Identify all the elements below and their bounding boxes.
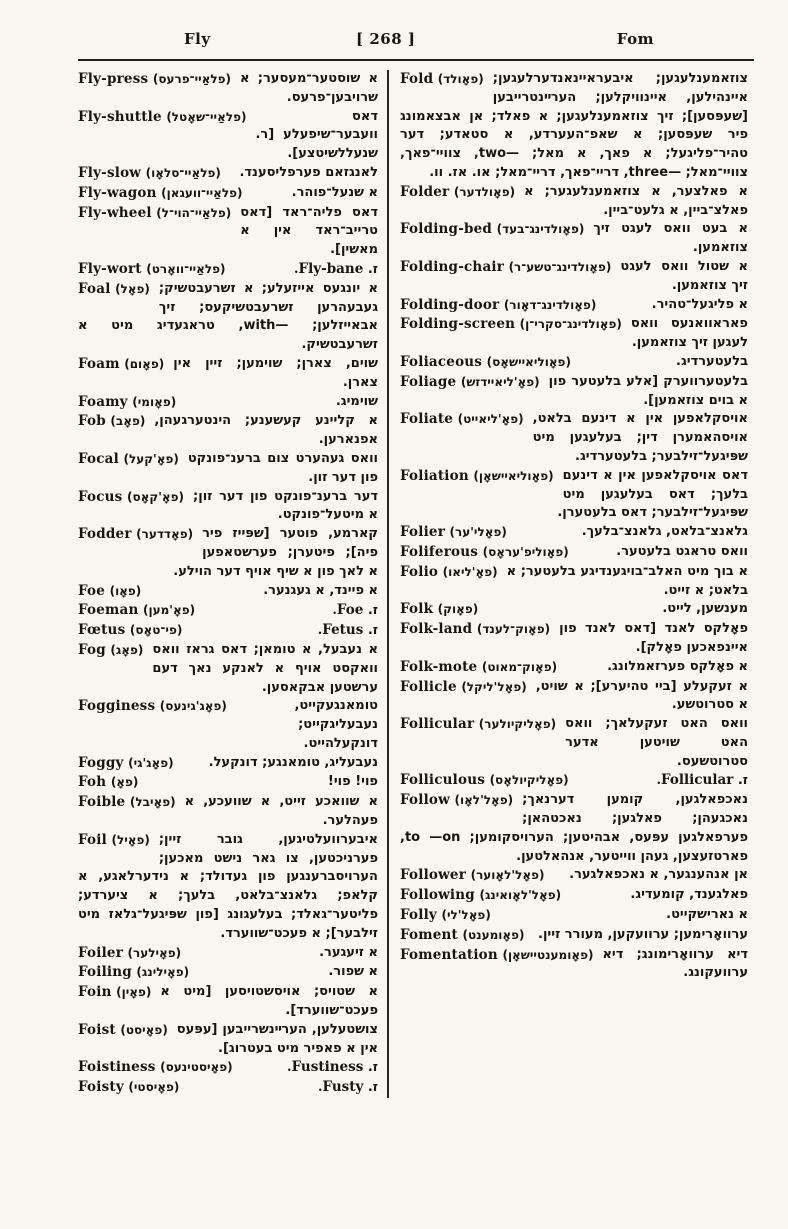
headword-text: Fold [400,71,434,87]
entry-headword [400,220,584,240]
dictionary-entry [400,70,748,183]
headword-transliteration: (פאָולדינג־בעד) [496,222,585,237]
entry-headword [78,450,179,470]
headword-text: Foliate [400,411,454,428]
header-guide-word-left: Fly [184,30,211,48]
headword-text: Folly [400,907,437,924]
entry-definition: גלאנצ־בלאט, גלאנצ־בלעך. [581,524,748,540]
entry-headword [400,543,569,563]
dictionary-entry: Foisty (פאָיסטי) ז. Fusty. [78,1078,378,1098]
dictionary-entry: Fœtus (פי־טאָס) ז. Fetus. [78,621,378,641]
headword-transliteration: (פאָלי'ער) [449,525,507,540]
headword-transliteration: (פלאַיי־הוי־ל) [156,205,232,220]
headword-text: Fogginess [78,698,156,715]
dictionary-entry [400,523,748,543]
headword-transliteration: (פאָיסטי) [128,1080,180,1095]
entry-definition: א קליינע קעשענע; הינטערגעהן, אפנארען. [154,413,378,448]
headword-text: Foiling [78,964,132,981]
dictionary-entry [78,204,378,260]
cross-reference: Fetus [322,622,364,639]
headword-text: Foliaceous [400,353,483,370]
entry-headword [400,791,513,811]
entry-headword [400,523,507,543]
entry-definition: א זעקעלע [ביי טהיערע]; א שויט, א סטרוטשע. [535,678,748,713]
headword-text: Fly-press [78,71,149,87]
entry-definition: בלעטערדיג. [676,353,748,369]
headword-transliteration: (פלאַיי־וואָרט) [146,261,226,276]
entry-headword [400,70,484,90]
dictionary-entry [78,697,378,753]
headword-transliteration: (פאָולדינג־דאָור) [503,297,597,312]
headword-transliteration: (פאָילער) [127,945,182,960]
entry-headword [400,563,498,583]
dictionary-entry [78,164,378,184]
cross-reference: Fusty [322,1079,364,1096]
entry-headword [400,926,525,946]
headword-transliteration: (פאָו) [109,583,142,598]
dictionary-entry [400,467,748,523]
headword-text: Fœtus [78,622,126,639]
headword-text: Follow [400,792,450,809]
entry-definition: נאכפאלגען, קומען דערנאך; נאכגעהן; פאלגען; נאכטהאן; פערפאלגען עפּעס, אבהיטען; הערויסקומען; to —on, פארטזעצען, געהן ווייטער, אנהאלטען. [400,792,749,864]
headword-transliteration: (פאָ) [110,775,139,790]
entry-definition: שוימיג. [335,393,378,409]
headword-text: Fomentation [400,946,498,963]
headword-transliteration: (פאָל'לאָואינג) [479,888,562,903]
headword-transliteration: (פאָולדער) [453,184,516,199]
headword-transliteration: (פאָג) [110,642,144,657]
headword-text: Foeman [78,602,139,619]
headword-text: Foe [78,582,106,599]
headword-transliteration: (פאָוק־לענד) [476,622,551,637]
entry-headword [400,658,557,678]
headword-text: Folding-bed [400,221,493,238]
dictionary-entry [78,525,378,581]
page-header [78,30,754,56]
headword-text: Follower [400,867,467,884]
headword-transliteration: (פאָ'קאָס) [127,489,185,504]
dictionary-entry [78,488,378,526]
headword-text: Foiler [78,944,124,961]
dictionary-entry [78,944,378,964]
dictionary-entry [400,886,748,906]
dictionary-entry [400,220,748,258]
headword-transliteration: (פאָ'ליאיידזש) [460,374,540,389]
entry-definition: דאס פליה־ראד [דאס טרייב־ראד אין א מאשין]. [240,204,378,258]
dictionary-entry: Fly-wort (פלאַיי־וואָרט) ז. Fly-bane. [78,260,378,280]
headword-transliteration: (פאָ'ליאייט) [457,412,524,427]
headword-text: Folding-door [400,296,500,313]
headword-text: Foment [400,926,458,943]
headword-transliteration: (פאָולד) [437,72,484,86]
headword-text: Folk [400,601,434,618]
headword-text: Folliculous [400,772,486,789]
dictionary-entry [400,866,748,886]
entry-headword [78,621,182,641]
dictionary-entry [78,280,378,355]
dictionary-entry [400,410,748,466]
entry-definition: ז. [367,1080,378,1096]
entry-headword [400,600,478,620]
headword-text: Foil [78,831,107,848]
entry-definition: א נעבעל, א טומאן; דאס גראז וואס וואקסט אויף א לאנקע נאך דעם ערשטען אבקאסען. [152,641,378,695]
entry-headword [400,678,527,698]
dictionary-entry: Foeman (פאָ'מען) ז. Foe. [78,601,378,621]
dictionary-entry [78,70,378,108]
headword-transliteration: (פאָל'לאָוער) [470,868,545,883]
entry-headword [400,906,491,926]
dictionary-entry [78,393,378,413]
dictionary-entry [400,563,748,601]
headword-transliteration: (פי־טאָס) [129,623,183,638]
headword-text: Follicle [400,678,457,695]
dictionary-entry [78,184,378,204]
headword-text: Folio [400,563,439,580]
entry-definition: פוי! פוי! [327,774,378,790]
entry-definition: א פאלצער, א צוזאמענלעגער; א פאלצ־ביין, א גלעט־ביין. [524,183,748,218]
headword-transliteration: (פאָג'גי) [128,755,174,770]
entry-headword [400,866,544,886]
entry-headword [78,582,141,602]
entry-headword [78,831,150,851]
dictionary-columns [78,70,754,1098]
headword-transliteration: (פאָיסטינעס) [160,1060,233,1075]
entry-definition: ז. [367,1060,378,1076]
entry-headword [400,258,611,278]
headword-text: Foggy [78,754,124,771]
entry-definition: פאראוואנעס וואס לעגען זיך צוזאמען. [630,316,748,351]
headword-text: Foh [78,774,107,791]
headword-text: Folk-land [400,621,473,638]
dictionary-entry [78,108,378,164]
entry-headword [78,601,195,621]
header-guide-word-right: Fom [616,30,654,48]
entry-headword [78,641,143,661]
dictionary-entry [400,543,748,563]
headword-text: Foisty [78,1079,124,1096]
headword-text: Focus [78,488,123,505]
entry-definition: וואס טראגט בלעטער. [616,543,748,559]
entry-definition: צוזאמענלעגען; איבעראיינאנדערלעגען; איינהילען, איינוויקלען; הערײנטרייבען [שעפּסען]; זיך צוזאמענלעגען; א פאלד; אן אבצאמונג פיר שעפּסען; א שאפ־העערדע, א סטאדע; דער טהיר־פליגעל; א פאך, א מאל; —two, צוויי־פאך, צוויי־מאל; —three, דריי־פאך, דריי־מאל; או. אז. וו. [400,71,748,180]
entry-definition: פאָלקס לאנד [דאס לאנד פון איינפאכען פאָלק]. [559,621,748,655]
entry-headword [78,754,174,774]
entry-headword [78,525,193,545]
entry-headword [78,260,226,280]
dictionary-entry [78,1021,378,1059]
entry-definition: וואס געהערט צום ברענ־פונקט פון דער זון. [187,450,378,485]
headword-transliteration: (פלאַיי־סלאָו) [145,165,221,180]
entry-definition: טומאנגעקייט, נעבעליגקייט; דונקעלהייט. [294,698,378,751]
headword-text: Folk-mote [400,658,478,675]
headword-transliteration: (פאָומענט) [462,927,525,942]
dictionary-entry [400,906,748,926]
entry-headword [78,184,242,204]
entry-definition: א זיעגער. [319,944,378,960]
entry-definition: דיא ערוואָרימונג; דיא ערוועקונג. [602,946,748,981]
cross-reference: Fly-bane [298,260,364,277]
dictionary-entry [400,315,748,353]
headword-text: Folding-screen [400,316,516,333]
headword-text: Fog [78,641,106,658]
headword-transliteration: (פאָיסט) [120,1022,168,1037]
entry-headword [78,393,176,413]
entry-definition: א פאָלקס פערזאמלונג. [607,658,748,674]
entry-definition: נעבעליג, טומאנגע; דונקעל. [208,754,378,770]
headword-transliteration: (פאָולדינג־סקרי־ן) [519,317,622,332]
entry-headword [400,771,569,791]
entry-definition: דער ברענ־פונקט פון דער זון; א מיטעל־פונקט. [193,488,378,523]
cross-reference: Foe [336,602,364,619]
cross-reference: Follicular [661,772,734,789]
headword-text: Fly-slow [78,164,142,181]
headword-transliteration: (פאָ'קעל) [123,451,179,466]
headword-text: Fodder [78,526,132,543]
entry-headword [78,204,231,224]
headword-transliteration: (פאָל) [115,281,150,296]
dictionary-entry [78,754,378,774]
headword-transliteration: (פאָילינג) [136,965,190,980]
entry-headword [78,280,150,300]
entry-definition: דאס וועבער־שיפעלע [ר. שנעללשיטצע]. [255,108,378,162]
headword-transliteration: (פאָוק־מאוט) [481,659,558,674]
headword-text: Fly-shuttle [78,108,162,125]
headword-transliteration: (פאָ'ליאו) [442,564,498,579]
header-rule [78,59,754,61]
headword-text: Fly-wagon [78,184,157,201]
headword-transliteration: (פאָיבל) [129,795,176,810]
headword-text: Foamy [78,393,128,410]
entry-definition: א פיינד, א געגנער. [263,582,378,598]
headword-transliteration: (פאָל'לאָו) [454,793,514,808]
entry-headword [78,70,231,90]
headword-text: Foliage [400,373,457,390]
entry-headword [400,946,593,966]
entry-definition: מענשען, לייט. [662,601,748,617]
dictionary-entry: Foistiness (פאָיסטינעס) ז. Fustiness. [78,1058,378,1078]
entry-definition: איבערוועלטיגען, גובר זיין; פערניכטען, צו גאר נישט מאכען; הערויסברענגען פון געדולד; א נידערלאגע, א קלאפ; גלאנצ־בלאט, בלעך; א ציערדע; פליטער־גאלד; בעלעגונג [פון שפּיגעל־גלאז מיט זילבער]; א פעכט־שווערד. [78,831,378,941]
entry-definition: א שוואכע זייט, א שוועכע, א פעהלער. [184,794,378,829]
headword-transliteration: (פאָל'ליקל) [461,679,527,694]
headword-transliteration: (פאָוליאיישאָס) [486,354,571,369]
headword-text: Follicular [400,716,475,733]
headword-text: Folier [400,524,446,541]
headword-text: Folding-chair [400,258,505,275]
entry-definition: וואס האט זעקעלאך; וואס האט שויטען אדער סטרוטשעס. [565,716,748,769]
entry-definition: א פליגעל־טהיר. [651,296,748,312]
entry-definition: אויסקלאפען אין א דינעם בלאט, אויסהאמערן דין; בעלעגען מיט שפּיגעל־זילבער; בלעטערדיג. [532,411,748,464]
entry-headword [400,886,561,906]
headword-text: Foal [78,280,111,297]
entry-definition: קארמע, פוטער [שפּייז פיר פיה]; פיטערן; פערשטאפען א לאך פון א שיף אויף דער הוילע. [173,526,378,579]
dictionary-entry [400,183,748,221]
headword-text: Foliation [400,467,469,484]
entry-definition: ז. [367,603,378,619]
entry-headword [400,373,540,393]
left-column [78,70,378,1098]
entry-headword [400,467,554,487]
dictionary-entry [78,773,378,793]
entry-definition: לאנגזאם פערפליסענד. [239,164,378,180]
entry-headword [78,1078,179,1098]
dictionary-entry [78,963,378,983]
entry-headword [78,164,221,184]
headword-text: Folder [400,183,450,200]
headword-transliteration: (פאָליקיולאָס) [489,773,569,788]
dictionary-entry [78,793,378,831]
entry-definition: אן אנהענגער, א נאכפאלגער. [569,867,748,883]
entry-definition: ז. [367,623,378,639]
entry-definition: א יונגעס אייזעלע; א זשרעבטשיק; געבעהרען זשרעבטשיקעס; זיך אבאייזלען; —with, טראגעדיג מיט א זשרעבטשיק. [78,280,378,353]
entry-headword [78,944,181,964]
entry-headword [78,1058,233,1078]
headword-transliteration: (פאָ'מען) [143,603,196,618]
entry-definition: א שטול וואס לעגט זיך צוזאמען. [620,258,748,293]
entry-headword [78,355,164,375]
headword-transliteration: (פאָיל) [111,832,150,847]
entry-headword [400,296,596,316]
entry-definition: א שנעל־פוהר. [291,184,378,200]
dictionary-entry [78,450,378,488]
headword-transliteration: (פאָוק) [437,602,479,617]
headword-text: Focal [78,450,119,467]
dictionary-entry [78,983,378,1021]
dictionary-entry [78,831,378,944]
dictionary-entry [400,946,748,984]
headword-transliteration: (פאָדדער) [136,527,194,542]
entry-definition: א שפור. [328,964,378,980]
headword-transliteration: (פאָוליאיישאָן) [473,468,554,483]
headword-text: Fly-wort [78,260,142,277]
dictionary-entry [400,715,748,771]
headword-transliteration: (פאָולדינג־טשע־ר) [508,259,612,274]
dictionary-entry [400,353,748,373]
dictionary-entry [400,620,748,658]
entry-headword [78,108,246,128]
entry-headword [400,620,550,640]
entry-definition: א בעט וואס לעגט זיך צוזאמען. [593,221,748,256]
headword-transliteration: (פלאַיי־שאָטל) [166,109,247,124]
dictionary-entry [400,296,748,316]
headword-text: Following [400,887,475,904]
headword-text: Fly-wheel [78,204,152,221]
headword-transliteration: (פאָומי) [132,394,177,409]
dictionary-entry [78,641,378,697]
entry-definition: ערוואָרימען; ערוועקען, מעורר זיין. [538,926,748,942]
entry-definition: א שטויס; אויסשטויסען [מיט א פעכט־שווערד]. [160,984,378,1019]
dictionary-entry [78,582,378,602]
dictionary-entry [400,600,748,620]
entry-headword [78,488,184,508]
dictionary-entry [400,791,748,866]
entry-definition: ז. [737,773,748,789]
entry-definition: שוים, צארן; שוימען; זיין אין צארן. [173,355,378,390]
dictionary-entry [78,355,378,393]
entry-headword [400,715,556,735]
page-number: [ 268 ] [356,30,416,48]
cross-reference: Fustiness [291,1059,364,1076]
dictionary-entry [400,658,748,678]
entry-headword [78,412,145,432]
entry-definition: א נארישקייט. [666,907,748,923]
entry-definition: א שוסטער־מעסער; א שרויבען־פרעס. [240,71,378,105]
dictionary-entry [78,412,378,450]
headword-transliteration: (פאָין) [116,985,152,1000]
headword-text: Foam [78,355,120,372]
headword-transliteration: (פאָל'לי) [441,908,491,923]
headword-text: Foible [78,794,126,811]
headword-transliteration: (פלאַיי־פרעס) [152,72,232,86]
headword-text: Foistiness [78,1059,156,1076]
entry-headword [400,410,524,430]
dictionary-entry [400,926,748,946]
entry-definition: בלעטערווערק [אלע בלעטער פון א בוים צוזאמען]. [548,373,748,408]
dictionary-entry [400,678,748,716]
entry-headword [400,315,622,335]
headword-text: Foist [78,1021,116,1038]
entry-definition: פאלגענד, קומעדיג. [630,887,748,903]
entry-headword [78,983,151,1003]
headword-transliteration: (פאָוליפ'עראָס) [482,544,569,559]
entry-definition: דאס אויסקלאפען אין א דינעם בלעך; דאס בעלעגען מיט שפּיגעל־זילבער; דאס בלעטערן. [557,467,748,521]
dictionary-entry [400,258,748,296]
entry-definition: ז. [367,261,378,277]
headword-transliteration: (פאָב) [110,414,146,429]
headword-transliteration: (פאָומענטיישאָן) [502,947,594,962]
entry-headword [78,793,176,813]
headword-text: Foliferous [400,543,479,560]
dictionary-entry [400,373,748,411]
headword-transliteration: (פאָג'גינעס) [159,699,227,714]
entry-headword [78,1021,168,1041]
headword-text: Fob [78,413,106,430]
right-column [387,70,748,1098]
entry-definition: צושטעלען, הערײנשרייבען [עפּעס אין א פאפיר מיט בעטרוג]. [176,1021,378,1056]
entry-headword [400,183,515,203]
headword-transliteration: (פלאַיי־וועגאן) [161,185,243,200]
entry-headword [78,963,189,983]
headword-transliteration: (פאָליקיולער) [478,717,557,732]
entry-headword [78,697,227,717]
dictionary-entry: Folliculous (פאָליקיולאָס) ז. Follicular. [400,771,748,791]
entry-headword [78,773,138,793]
headword-text: Foin [78,984,112,1001]
headword-transliteration: (פאָום) [124,356,165,371]
entry-definition: א בוך מיט האלב־בויגענדיגע בלעטער; א בלאט; א זייט. [506,563,748,598]
entry-headword [400,353,571,373]
